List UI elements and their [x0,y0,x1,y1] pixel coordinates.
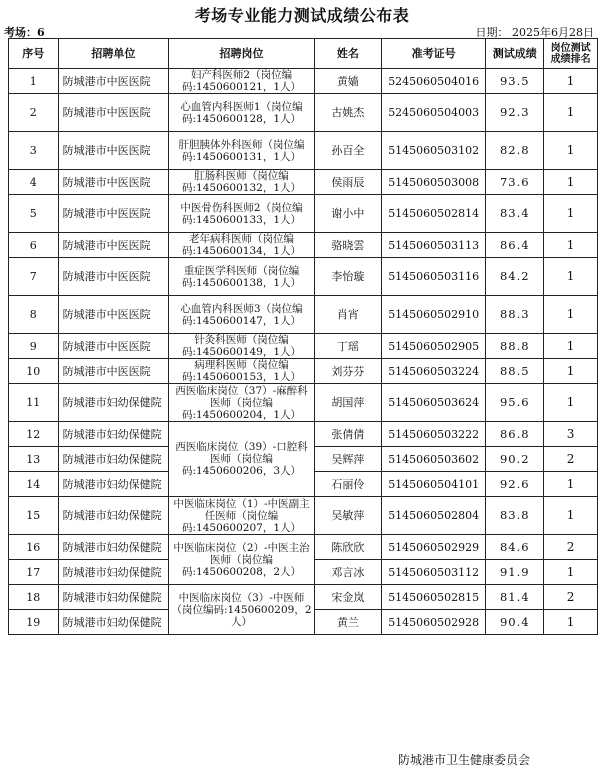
cell-no: 13 [9,447,59,472]
cell-unit: 防城港市妇幼保健院 [58,610,169,635]
cell-no: 7 [9,258,59,296]
cell-name: 孙百全 [314,132,381,170]
header-score: 测试成绩 [486,39,544,69]
cell-post: 重症医学科医师（岗位编码:1450600138，1人） [169,258,315,296]
cell-score: 83.4 [486,195,544,233]
cell-unit: 防城港市中医医院 [58,170,169,195]
cell-rank: 1 [544,258,598,296]
header-rank: 岗位测试成绩排名 [544,39,598,69]
cell-ticket: 5145060502814 [382,195,486,233]
page-title: 考场专业能力测试成绩公布表 [194,6,410,25]
cell-ticket: 5145060503224 [382,359,486,384]
cell-unit: 防城港市妇幼保健院 [58,384,169,422]
table-row [9,94,598,132]
cell-name: 张倩倩 [314,422,381,447]
cell-no: 18 [9,585,59,610]
cell-score: 83.8 [486,497,544,535]
cell-rank: 1 [544,610,598,635]
cell-ticket: 5145060503222 [382,422,486,447]
cell-post: 肝胆胰体外科医师（岗位编码:1450600131，1人） [169,132,315,170]
cell-post: 中医临床岗位（1）-中医副主任医师（岗位编码:1450600207，1人） [169,497,315,535]
cell-post: 妇产科医师2（岗位编码:1450600121，1人） [169,69,315,94]
cell-name: 侯雨辰 [314,170,381,195]
cell-name: 陈欣欣 [314,535,381,560]
cell-score: 82.8 [486,132,544,170]
cell-ticket: 5145060504101 [382,472,486,497]
table-row [9,422,598,447]
cell-score: 84.2 [486,258,544,296]
cell-post: 中医临床岗位（3）-中医师（岗位编码:1450600209，2人） [169,585,315,635]
cell-rank: 1 [544,497,598,535]
cell-ticket: 5145060502910 [382,296,486,334]
cell-no: 17 [9,560,59,585]
cell-name: 黄兰 [314,610,381,635]
table-row [9,258,598,296]
header-no: 序号 [9,39,59,69]
table-row [9,233,598,258]
cell-score: 91.9 [486,560,544,585]
header-name: 姓名 [314,39,381,69]
cell-rank: 1 [544,69,598,94]
cell-no: 4 [9,170,59,195]
cell-ticket: 5145060502929 [382,535,486,560]
cell-no: 5 [9,195,59,233]
cell-no: 6 [9,233,59,258]
cell-post: 老年病科医师（岗位编码:1450600134，1人） [169,233,315,258]
exam-room-label: 考场：6 [4,26,45,39]
cell-score: 92.3 [486,94,544,132]
cell-post: 西医临床岗位（37）-麻醉科医师（岗位编码:1450600204，1人） [169,384,315,422]
table-row [9,195,598,233]
cell-name: 古姚杰 [314,94,381,132]
cell-rank: 3 [544,422,598,447]
cell-ticket: 5245060504016 [382,69,486,94]
cell-name: 吴敏萍 [314,497,381,535]
table-row [9,334,598,359]
cell-rank: 1 [544,132,598,170]
cell-name: 刘芬芬 [314,359,381,384]
cell-score: 73.6 [486,170,544,195]
cell-name: 谢小中 [314,195,381,233]
table-row [9,384,598,422]
cell-ticket: 5145060503113 [382,233,486,258]
cell-ticket: 5145060503112 [382,560,486,585]
cell-rank: 1 [544,296,598,334]
table-row [9,535,598,560]
table-row [9,296,598,334]
cell-score: 88.5 [486,359,544,384]
table-row [9,69,598,94]
results-table [8,38,598,635]
cell-no: 3 [9,132,59,170]
cell-rank: 1 [544,560,598,585]
cell-ticket: 5145060502815 [382,585,486,610]
cell-unit: 防城港市中医医院 [58,296,169,334]
cell-score: 92.6 [486,472,544,497]
cell-ticket: 5145060502804 [382,497,486,535]
cell-score: 86.8 [486,422,544,447]
cell-rank: 1 [544,384,598,422]
cell-ticket: 5145060503008 [382,170,486,195]
cell-unit: 防城港市中医医院 [58,69,169,94]
cell-unit: 防城港市妇幼保健院 [58,560,169,585]
cell-name: 石丽伶 [314,472,381,497]
cell-name: 邓言冰 [314,560,381,585]
cell-score: 93.5 [486,69,544,94]
cell-name: 吴辉萍 [314,447,381,472]
cell-ticket: 5145060503102 [382,132,486,170]
cell-name: 骆晓雲 [314,233,381,258]
cell-no: 14 [9,472,59,497]
cell-no: 12 [9,422,59,447]
cell-unit: 防城港市中医医院 [58,195,169,233]
cell-unit: 防城港市中医医院 [58,359,169,384]
cell-rank: 1 [544,233,598,258]
cell-ticket: 5145060503624 [382,384,486,422]
header-ticket: 准考证号 [382,39,486,69]
cell-post: 中医骨伤科医师2（岗位编码:1450600133，1人） [169,195,315,233]
cell-score: 90.2 [486,447,544,472]
cell-no: 19 [9,610,59,635]
cell-unit: 防城港市中医医院 [58,233,169,258]
table-row [9,132,598,170]
cell-name: 丁瑶 [314,334,381,359]
cell-no: 2 [9,94,59,132]
cell-unit: 防城港市中医医院 [58,94,169,132]
cell-no: 15 [9,497,59,535]
table-row [9,585,598,610]
cell-post: 心血管内科医师3（岗位编码:1450600147，1人） [169,296,315,334]
cell-unit: 防城港市妇幼保健院 [58,535,169,560]
cell-post: 西医临床岗位（39）-口腔科医师（岗位编码:1450600206，3人） [169,422,315,497]
cell-post: 针灸科医师（岗位编码:1450600149，1人） [169,334,315,359]
cell-post: 中医临床岗位（2）-中医主治医师（岗位编码:1450600208，2人） [169,535,315,585]
cell-rank: 1 [544,170,598,195]
table-row [9,359,598,384]
cell-score: 86.4 [486,233,544,258]
cell-post: 肛肠科医师（岗位编码:1450600132，1人） [169,170,315,195]
cell-name: 李怡璇 [314,258,381,296]
cell-rank: 2 [544,447,598,472]
cell-no: 11 [9,384,59,422]
cell-unit: 防城港市妇幼保健院 [58,585,169,610]
cell-ticket: 5145060503116 [382,258,486,296]
cell-no: 16 [9,535,59,560]
cell-ticket: 5145060502928 [382,610,486,635]
cell-score: 81.4 [486,585,544,610]
cell-no: 10 [9,359,59,384]
cell-unit: 防城港市中医医院 [58,334,169,359]
cell-name: 宋金岚 [314,585,381,610]
cell-no: 1 [9,69,59,94]
header-post: 招聘岗位 [169,39,315,69]
cell-unit: 防城港市妇幼保健院 [58,422,169,447]
cell-score: 95.6 [486,384,544,422]
cell-rank: 2 [544,585,598,610]
cell-unit: 防城港市妇幼保健院 [58,447,169,472]
cell-score: 90.4 [486,610,544,635]
cell-unit: 防城港市妇幼保健院 [58,472,169,497]
cell-ticket: 5245060504003 [382,94,486,132]
table-row [9,170,598,195]
cell-rank: 1 [544,334,598,359]
cell-rank: 1 [544,195,598,233]
date-label: 日期： 2025年6月28日 [475,26,594,39]
cell-post: 心血管内科医师1（岗位编码:1450600128，1人） [169,94,315,132]
cell-rank: 1 [544,359,598,384]
cell-no: 8 [9,296,59,334]
cell-unit: 防城港市妇幼保健院 [58,497,169,535]
table-row [9,497,598,535]
cell-score: 88.3 [486,296,544,334]
cell-rank: 1 [544,94,598,132]
cell-ticket: 5145060502905 [382,334,486,359]
cell-score: 84.6 [486,535,544,560]
cell-ticket: 5145060503602 [382,447,486,472]
cell-no: 9 [9,334,59,359]
cell-name: 肖宵 [314,296,381,334]
cell-unit: 防城港市中医医院 [58,258,169,296]
footer-issuer: 防城港市卫生健康委员会 [398,753,531,767]
table-header-row [9,39,598,69]
cell-name: 黄嫱 [314,69,381,94]
cell-rank: 1 [544,472,598,497]
cell-rank: 2 [544,535,598,560]
cell-unit: 防城港市中医医院 [58,132,169,170]
cell-score: 88.8 [486,334,544,359]
header-unit: 招聘单位 [58,39,169,69]
cell-post: 病理科医师（岗位编码:1450600153，1人） [169,359,315,384]
cell-name: 胡国萍 [314,384,381,422]
